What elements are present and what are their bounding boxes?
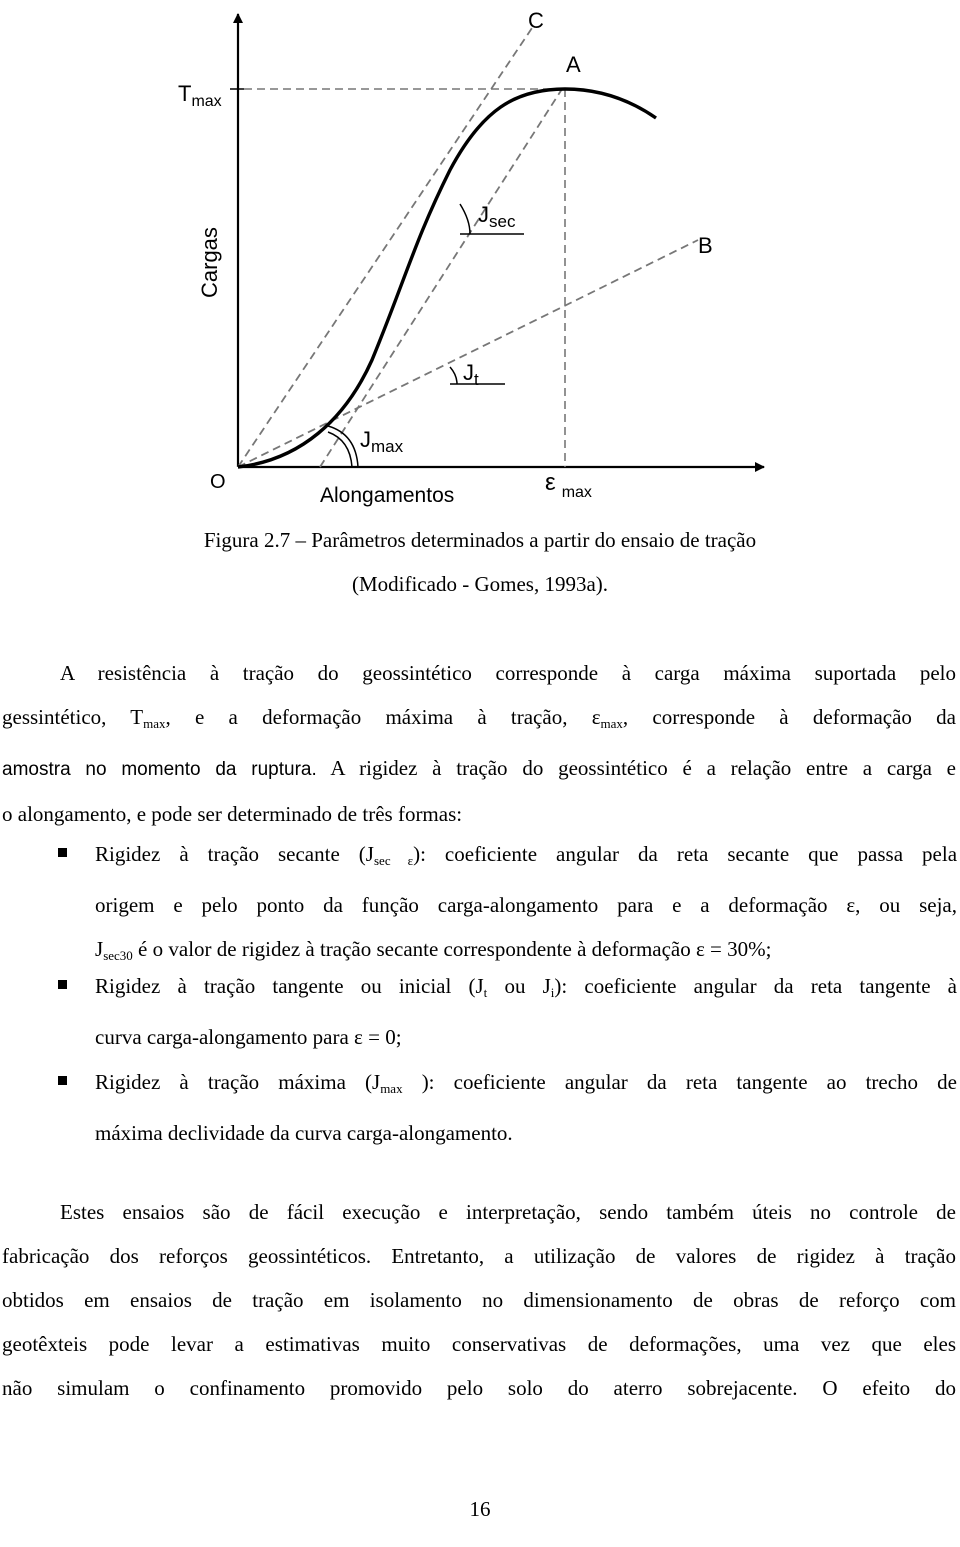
- load-elongation-curve: [238, 89, 656, 467]
- figure-load-elongation: [160, 0, 800, 515]
- paragraph-1: [2, 651, 956, 836]
- tangent-line-ob: [238, 240, 698, 467]
- label-a: A: [566, 52, 581, 77]
- bullet-item-3: [95, 1060, 957, 1155]
- bullet1-line-3b: é o valor de rigidez à tração secante correspondente à deformação ε = 30%;: [132, 937, 772, 961]
- bullet-item-2: [95, 964, 957, 1059]
- jt-angle-arc: [450, 367, 457, 384]
- label-c: C: [528, 8, 544, 33]
- label-jsec: $J_{sec}$: [478, 202, 516, 231]
- bullet3-line-2: máxima declividade da curva carga-alongamento.: [95, 1121, 513, 1145]
- label-o: O: [210, 471, 226, 493]
- jsec-angle-arc: [460, 204, 470, 234]
- label-emax: ε $_{max}$: [545, 469, 592, 501]
- bullet-marker-3: [58, 1076, 67, 1085]
- label-jt: $J_t$: [463, 360, 479, 389]
- label-tmax: $T_{max}$: [178, 81, 222, 110]
- bullet-marker-1: [58, 848, 67, 857]
- para1-line-2b: , e a deformação máxima à tração, ε: [165, 705, 601, 729]
- figure-svg: [160, 0, 800, 515]
- bullet1-line-1a: Rigidez à tração secante (J: [95, 842, 374, 866]
- bullet1-line-2: origem e pelo ponto da função carga-alongamento para e a deformação ε, ou seja,: [95, 893, 957, 917]
- label-alongamentos: Alongamentos: [320, 484, 455, 507]
- para2-line-4: geotêxteis pode levar a estimativas muito conservativas de deformações, uma vez que eles: [2, 1332, 956, 1356]
- para2-line-1: Estes ensaios são de fácil execução e interpretação, sendo também úteis no controle de: [60, 1200, 956, 1224]
- label-b: B: [698, 233, 713, 258]
- para1-line-2c: , corresponde à deformação da: [622, 705, 956, 729]
- bullet3-line-1a: Rigidez à tração máxima (J: [95, 1070, 381, 1094]
- bullet3-sub-max: max: [380, 1081, 403, 1096]
- para1-emax-sub: max: [600, 716, 623, 731]
- bullet2-sub-t: t: [483, 985, 488, 1000]
- bullet2-line-1b: ou J: [487, 974, 551, 998]
- bullet1-line-1b: ): coeficiente angular da reta secante que passa pela: [413, 842, 958, 866]
- para1-line-1: A resistência à tração do geossintético corresponde à carga máxima suportada pelo: [60, 661, 956, 685]
- max-slope-tangent-line: [320, 89, 562, 467]
- bullet-marker-2: [58, 980, 67, 989]
- label-jmax: $J_{max}$: [360, 427, 404, 456]
- bullet2-line-1a: Rigidez à tração tangente ou inicial (J: [95, 974, 484, 998]
- para1-line-3a: amostra no momento da ruptura.: [2, 759, 317, 780]
- bullet2-line-2: curva carga-alongamento para ε = 0;: [95, 1025, 402, 1049]
- bullet3-line-1b: ): coeficiente angular da reta tangente ao trecho de: [402, 1070, 957, 1094]
- paragraph-2: [2, 1190, 956, 1410]
- bullet2-line-1c: ): coeficiente angular da reta tangente à: [554, 974, 957, 998]
- para1-tmax-sub: max: [143, 716, 166, 731]
- label-cargas: Cargas: [197, 227, 222, 298]
- para2-line-5: não simulam o confinamento promovido pelo solo do aterro sobrejacente. O efeito do: [2, 1376, 956, 1400]
- para2-line-3: obtidos em ensaios de tração em isolamento no dimensionamento de obras de reforço com: [2, 1288, 956, 1312]
- figure-caption-line-2: (Modificado - Gomes, 1993a).: [351, 572, 609, 596]
- bullet1-sec30-sub: sec30: [103, 948, 133, 963]
- page-number: 16: [469, 1497, 491, 1521]
- figure-caption-line-1: Figura 2.7 – Parâmetros determinados a partir do ensaio de tração: [203, 528, 757, 552]
- para1-line-4: o alongamento, e pode ser determinado de três formas:: [2, 802, 463, 826]
- bullet-item-1: [95, 832, 957, 978]
- para2-line-2: fabricação dos reforços geossintéticos. Entretanto, a utilização de valores de rigidez à tração: [2, 1244, 956, 1268]
- bullet2-sub-i: i: [550, 985, 555, 1000]
- bullet1-sub: sec ε: [373, 853, 414, 868]
- para1-line-3b: A rigidez à tração do geossintético é a relação entre a carga e: [316, 756, 956, 780]
- secant-line-oc: [238, 28, 532, 467]
- bullet1-line-3a: J: [95, 937, 104, 961]
- para1-line-2a: gessintético, T: [2, 705, 144, 729]
